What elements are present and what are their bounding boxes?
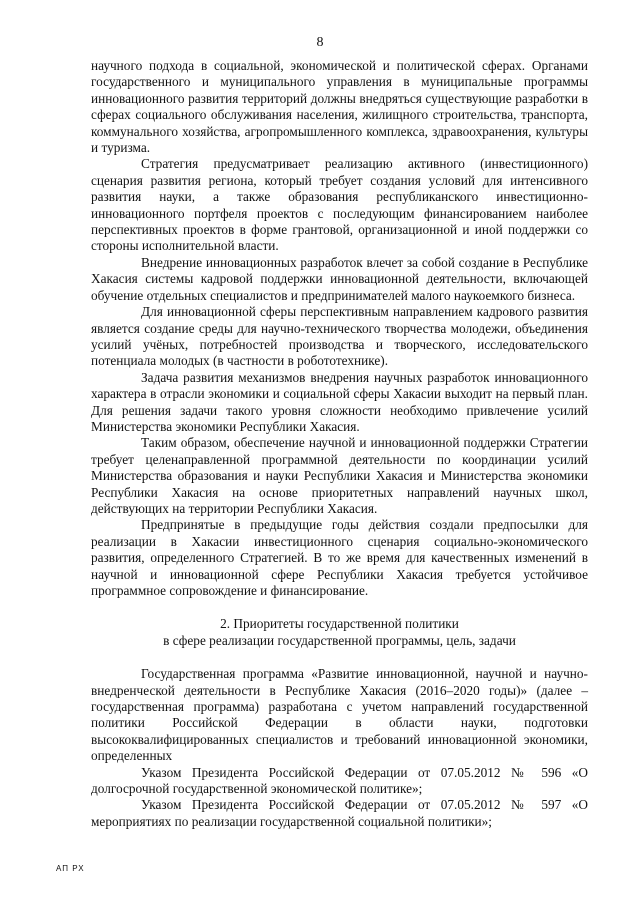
paragraph: Для инновационной сферы перспективным направлением кадрового развития является создание среды для научно-технического творчества молодежи, объединения усилий учёных, потребностей производства и творческого, исследовательского потенциала молодых (в частности в робототехнике). (91, 304, 588, 369)
section-heading (91, 616, 588, 649)
section-heading-line: в сфере реализации государственной программы, цель, задачи (163, 632, 516, 648)
paragraph: Задача развития механизмов внедрения научных разработок инновационного характера в отрасли экономики и социальной сферы Хакасии выходит на первый план. Для решения задачи такого уровня сложности необходимо привлечение усилий Министерства экономики Республики Хакасия. (91, 369, 588, 434)
paragraph: Стратегия предусматривает реализацию активного (инвестиционного) сценария развития региона, который требует создания условий для интенсивного развития науки, а также образования республиканского инвестиционно-инновационного портфеля проектов с последующим финансированием наиболее перспективных проектов в форме грантовой, организационной и иной поддержки со стороны исполнительной власти. (91, 156, 588, 254)
paragraph: Внедрение инновационных разработок влечет за собой создание в Республике Хакасия системы кадровой поддержки инновационной деятельности, включающей обучение отдельных специалистов и предпринимателей малого наукоемкого бизнеса. (91, 254, 588, 303)
footer-mark: АП РХ (56, 864, 85, 873)
paragraph: Таким образом, обеспечение научной и инновационной поддержки Стратегии требует целенаправленной программной деятельности по координации усилий Министерства образования и науки Республики Хакасия и Министерства экономики Республики Хакасия на основе приоритетных направлений научных школ, действующих на территории Республики Хакасия. (91, 435, 588, 516)
document-body (91, 58, 588, 830)
section-heading-line: 2. Приоритеты государственной политики (220, 616, 459, 632)
paragraph: научного подхода в социальной, экономической и политической сферах. Органами государственного и муниципального управления в муниципальные программы инновационного развития территорий должны внедряться существующие разработки в сферах социального обслуживания населения, жилищного строительства, транспорта, коммунального хозяйства, агропромышленного комплекса, здравоохранения, культуры и туризма. (91, 58, 588, 156)
paragraph: Государственная программа «Развитие инновационной, научной и научно-внедренческой деятельности в Республике Хакасия (2016–2020 годы)» (далее – государственная программа) разработана с учетом направлений государственной политики Российской Федерации в области науки, подготовки высококвалифицированных специалистов и требований инновационной экономики, определенных (91, 666, 588, 764)
paragraph: Указом Президента Российской Федерации от 07.05.2012 № 597 «О мероприятиях по реализации государственной социальной политики»; (91, 797, 588, 829)
paragraph: Предпринятые в предыдущие годы действия создали предпосылки для реализации в Хакасии инвестиционного сценария социально-экономического развития, определенного Стратегией. В то же время для качественных изменений в научной и инновационной сфере Республики Хакасия требуется устойчивое программное сопровождение и финансирование. (91, 517, 588, 598)
paragraph: Указом Президента Российской Федерации от 07.05.2012 № 596 «О долгосрочной государственной экономической политике»; (91, 764, 588, 797)
page-number: 8 (316, 35, 324, 50)
